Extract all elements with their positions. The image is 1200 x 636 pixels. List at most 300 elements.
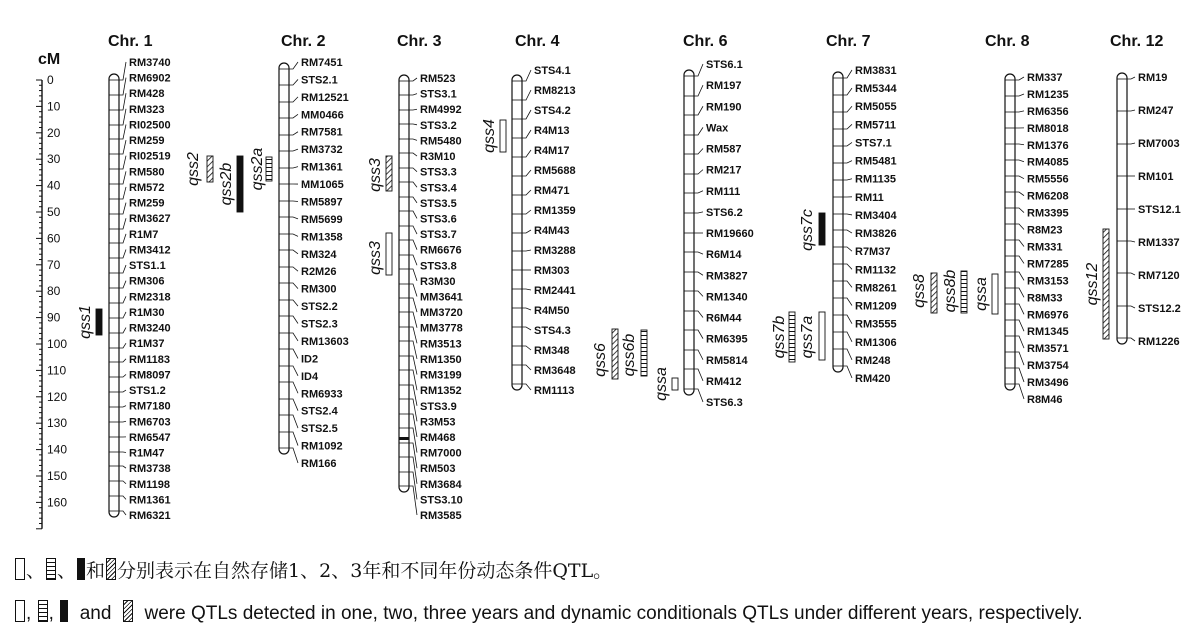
marker-connector [522, 190, 531, 195]
legend-lined-box-icon [38, 600, 48, 622]
marker-connector [1127, 77, 1135, 79]
marker-connector [409, 182, 417, 187]
marker-connector [119, 234, 126, 243]
marker-label: R1M30 [129, 306, 165, 319]
qtl-label: qss6b [621, 333, 638, 377]
marker-label: RM1361 [301, 161, 343, 174]
chromosome-bar [1117, 73, 1127, 344]
marker-connector [119, 343, 126, 348]
marker-label: RM5055 [855, 101, 897, 114]
marker-connector [289, 432, 298, 446]
marker-label: STS12.2 [1138, 303, 1181, 315]
marker-label: RM190 [706, 101, 742, 114]
marker-label: RM3240 [129, 322, 171, 335]
marker-connector [843, 214, 852, 215]
marker-connector [694, 311, 703, 318]
marker-connector [119, 156, 126, 169]
qtl-label: qss7b [771, 315, 788, 359]
marker-connector [1015, 336, 1024, 348]
qtl-box [819, 213, 825, 245]
marker-label: RM6208 [1027, 190, 1069, 203]
chromosome-title: Chr. 7 [826, 33, 871, 50]
axis-tick-label: 0 [47, 73, 54, 87]
marker-label: RM8097 [129, 369, 171, 382]
marker-label: RM3754 [1027, 360, 1069, 373]
marker-label: RM6321 [129, 510, 171, 522]
marker-connector [1127, 273, 1135, 275]
marker-label: RM101 [1138, 171, 1174, 183]
marker-connector [522, 365, 531, 370]
qtl-box [207, 156, 213, 182]
axis-tick-label: 110 [47, 363, 67, 378]
marker-label: RM3738 [129, 463, 171, 476]
marker-connector [289, 300, 298, 306]
marker-label: RM3395 [1027, 207, 1069, 220]
marker-connector [522, 70, 531, 81]
marker-label: RM248 [855, 354, 891, 367]
qtl-group [77, 119, 1109, 401]
marker-connector [1015, 304, 1024, 314]
marker-connector [843, 124, 852, 129]
marker-connector [119, 390, 126, 392]
marker-connector [409, 78, 417, 81]
marker-connector [522, 384, 531, 390]
marker-label: ID2 [301, 353, 319, 366]
marker-connector [119, 328, 126, 333]
marker-connector [843, 281, 852, 287]
marker-connector [522, 130, 531, 138]
qtl-label: qss7c [799, 209, 816, 251]
marker-label: RM3740 [129, 57, 171, 69]
marker-label: STS3.10 [420, 494, 463, 507]
marker-connector [289, 399, 298, 411]
marker-label: R4M17 [534, 145, 570, 157]
axis-tick-label: 30 [47, 152, 61, 167]
marker-connector [1015, 288, 1024, 297]
marker-label: RM3153 [1027, 275, 1069, 288]
marker-label: RM323 [129, 103, 165, 116]
marker-label: RM7581 [301, 126, 343, 139]
marker-connector [119, 359, 126, 362]
chromosome-title: Chr. 4 [515, 33, 560, 50]
qtl [973, 274, 998, 314]
marker-label: RM1359 [534, 205, 576, 217]
chromosome-bar [833, 72, 843, 372]
marker-connector [119, 187, 126, 199]
chromosome [512, 33, 576, 397]
marker-connector [522, 250, 531, 251]
marker-connector [522, 308, 531, 310]
marker-label: STS3.8 [420, 260, 457, 273]
marker-connector [843, 349, 852, 360]
chromosome-group [108, 33, 1181, 522]
marker-connector [409, 414, 417, 437]
marker-connector [289, 267, 298, 271]
qtl-box [1103, 229, 1109, 339]
qtl [942, 270, 967, 313]
marker-connector [694, 64, 703, 76]
marker-connector [409, 94, 417, 95]
marker-label: RM5699 [301, 213, 343, 226]
legend-open-box-icon [15, 600, 25, 622]
legend-solid-box-icon [77, 558, 85, 580]
marker-connector [522, 327, 531, 330]
marker-label: RM1340 [706, 291, 748, 304]
qtl-box [612, 329, 618, 379]
marker-label: MM3641 [420, 291, 463, 304]
marker-label: STS3.2 [420, 119, 457, 132]
marker-connector [409, 399, 417, 421]
marker-connector [694, 212, 703, 213]
marker-connector [119, 109, 126, 125]
marker-connector [1015, 256, 1024, 263]
marker-connector [522, 289, 531, 290]
marker-connector [289, 97, 298, 102]
marker-label: RM7451 [301, 57, 343, 69]
marker-label: RM197 [706, 80, 742, 93]
marker-label: R3M53 [420, 416, 456, 429]
marker-label: MM0466 [301, 109, 344, 122]
marker-label: R6M44 [706, 312, 742, 325]
qtl-box [961, 271, 967, 313]
marker-connector [522, 150, 531, 157]
marker-connector [119, 511, 126, 515]
marker-label: R1M37 [129, 338, 165, 351]
legend-chinese: 、 、 和 分别表示在自然存储1、2、3年和不同年份动态条件QTL。 [14, 556, 612, 583]
marker-connector [119, 281, 126, 288]
marker-connector [119, 496, 126, 499]
qtl [77, 305, 102, 339]
chromosome-bar [109, 74, 119, 517]
marker-label: RM8018 [1027, 122, 1069, 135]
marker-label: R8M46 [1027, 394, 1063, 406]
marker-label: RM7003 [1138, 138, 1180, 150]
marker-label: RM1092 [301, 440, 343, 453]
marker-connector [289, 217, 298, 219]
marker-label: RM1132 [855, 264, 896, 277]
marker-label: RM6703 [129, 416, 171, 429]
marker-connector [843, 332, 852, 342]
qtl-label: qss2a [249, 147, 266, 191]
qtl-label: qss6 [592, 343, 609, 377]
marker-connector [119, 421, 126, 422]
chromosome [279, 33, 349, 470]
marker-connector [289, 149, 298, 151]
marker-connector [289, 79, 298, 85]
marker-connector [1015, 176, 1024, 179]
chromosome [108, 33, 171, 522]
marker-label: RM1345 [1027, 326, 1069, 339]
marker-label: STS6.2 [706, 206, 743, 219]
axis-tick-label: 140 [47, 442, 68, 457]
qtl [218, 156, 243, 212]
marker-label: STS2.5 [301, 423, 338, 436]
marker-connector [843, 106, 852, 112]
marker-connector [119, 62, 126, 80]
chromosome-title: Chr. 2 [281, 33, 326, 50]
marker-label: STS3.3 [420, 166, 457, 179]
marker-connector [1015, 208, 1024, 213]
marker-label: RM5688 [534, 165, 576, 177]
marker-label: R4M50 [534, 305, 570, 317]
qtl [249, 148, 272, 191]
marker-label: RM7000 [420, 447, 462, 460]
marker-label: RM1226 [1138, 336, 1180, 348]
marker-connector [119, 296, 126, 303]
marker-label: STS1.2 [129, 385, 166, 398]
qtl-label: qss2b [218, 162, 235, 206]
marker-label: Wax [706, 122, 729, 135]
marker-label: RM1235 [1027, 88, 1069, 101]
marker-connector [843, 298, 852, 306]
marker-connector [1015, 144, 1024, 145]
marker-connector [694, 127, 703, 135]
marker-label: RM259 [129, 197, 165, 210]
marker-label: STS4.1 [534, 65, 571, 77]
legend-chinese-and: 和 [86, 560, 106, 582]
marker-label: RM6395 [706, 333, 748, 346]
marker-label: RM6902 [129, 72, 171, 85]
qtl-box [500, 120, 506, 152]
marker-label: STS6.1 [706, 59, 743, 71]
axis-tick-label: 10 [47, 99, 61, 114]
marker-connector [119, 171, 126, 184]
marker-label: RM13603 [301, 335, 349, 348]
qtl-box [672, 378, 678, 390]
chromosome-title: Chr. 8 [985, 33, 1030, 50]
marker-connector [1015, 240, 1024, 246]
marker-label: RM11 [855, 191, 884, 204]
marker-connector [522, 210, 531, 214]
marker-label: STS3.5 [420, 197, 457, 210]
marker-label: RM5480 [420, 135, 462, 148]
qtl [799, 312, 825, 360]
marker-connector [694, 191, 703, 193]
marker-label: RM2441 [534, 285, 576, 297]
marker-connector [843, 230, 852, 233]
marker-label: RM5556 [1027, 173, 1069, 186]
qtl-label: qss3 [367, 241, 384, 275]
marker-label: RM2318 [129, 291, 171, 304]
marker-connector [843, 161, 852, 163]
chromosome [985, 33, 1069, 406]
chromosome-band [399, 437, 409, 440]
marker-connector [289, 250, 298, 254]
marker-connector [119, 124, 126, 139]
qtl [367, 156, 392, 192]
axis-tick-label: 40 [47, 178, 61, 193]
marker-label: RI02500 [129, 119, 171, 132]
marker-label: STS6.3 [706, 397, 743, 409]
marker-connector [843, 70, 852, 78]
marker-connector [1015, 192, 1024, 196]
marker-connector [119, 265, 126, 273]
marker-label: RM8213 [534, 85, 576, 97]
marker-connector [409, 385, 417, 406]
marker-label: RM3496 [1027, 377, 1069, 390]
marker-label: RM1361 [129, 494, 171, 507]
marker-connector [843, 88, 852, 95]
legend-english-text: were QTLs detected in one, two, three years and dynamic conditionals QTLs under different years, respectively. [144, 603, 1083, 624]
chromosome-bar [399, 75, 409, 492]
marker-label: RM324 [301, 248, 337, 261]
axis-unit-label: cM [38, 51, 61, 68]
marker-label: R4M43 [534, 225, 570, 237]
marker-label: RM5481 [855, 155, 897, 168]
marker-label: R1M7 [129, 228, 159, 241]
marker-label: RM303 [534, 265, 570, 277]
marker-label: RM1337 [1138, 237, 1180, 249]
marker-connector [843, 315, 852, 324]
marker-label: STS3.7 [420, 229, 457, 242]
marker-connector [409, 226, 417, 234]
marker-label: RM6547 [129, 431, 171, 444]
qtl-box [641, 330, 647, 376]
marker-connector [1015, 224, 1024, 230]
qtl-box [237, 156, 243, 212]
marker-connector [522, 346, 531, 350]
marker-label: R7M37 [855, 246, 891, 259]
marker-connector [694, 389, 703, 402]
chromosome [397, 33, 463, 522]
marker-label: RM3555 [855, 318, 897, 331]
marker-connector [1127, 143, 1135, 144]
marker-label: STS7.1 [855, 137, 892, 150]
qtl-label: qss1 [77, 305, 94, 339]
axis-tick-label: 100 [47, 337, 68, 351]
marker-label: ID4 [301, 370, 319, 383]
marker-label: RM3831 [855, 65, 897, 77]
marker-label: RM7180 [129, 400, 171, 413]
cm-axis [36, 51, 67, 529]
marker-connector [1015, 94, 1024, 96]
marker-connector [289, 167, 298, 168]
qtl-label: qss3 [367, 158, 384, 192]
legend-hatched-box-icon [106, 558, 116, 580]
qtl-box [931, 273, 937, 313]
chromosome-bar [1005, 74, 1015, 390]
marker-label: RM348 [534, 345, 570, 357]
marker-label: RM8261 [855, 282, 897, 295]
marker-label: RM1376 [1027, 139, 1069, 152]
marker-label: RM503 [420, 463, 456, 476]
marker-connector [289, 349, 298, 358]
marker-connector [522, 230, 531, 233]
marker-label: RM5814 [706, 354, 748, 367]
marker-connector [409, 312, 417, 328]
legend-english-and: and [79, 603, 112, 624]
marker-label: STS2.2 [301, 301, 338, 314]
marker-label: RM1350 [420, 353, 462, 366]
qtl [653, 367, 678, 401]
marker-connector [289, 415, 298, 428]
marker-label: RM1183 [129, 353, 170, 366]
qtl-label: qss4 [481, 119, 498, 153]
marker-label: RM306 [129, 275, 165, 288]
marker-label: R6M14 [706, 249, 742, 262]
marker-connector [409, 153, 417, 156]
qtl [592, 329, 618, 379]
marker-connector [694, 85, 703, 96]
marker-connector [119, 374, 126, 377]
marker-label: RM3513 [420, 338, 462, 351]
qtl-box [386, 233, 392, 275]
marker-label: RM3412 [129, 244, 171, 257]
marker-connector [119, 218, 126, 229]
marker-label: RM3199 [420, 369, 462, 382]
chromosome [683, 33, 754, 409]
marker-connector [409, 370, 417, 390]
marker-connector [1127, 110, 1135, 111]
chromosome-bar [512, 75, 522, 390]
marker-label: RM587 [706, 143, 742, 156]
marker-connector [843, 366, 852, 378]
legend-lined-box-icon [46, 558, 56, 580]
qtl-label: qssa [973, 277, 990, 311]
qtl [621, 330, 647, 376]
marker-label: RM1209 [855, 300, 897, 313]
marker-connector [409, 269, 417, 281]
marker-connector [119, 93, 126, 110]
legend-solid-box-icon [60, 600, 68, 622]
legend-hatched-box-icon [123, 600, 133, 622]
axis-tick-label: 120 [47, 389, 68, 404]
marker-connector [119, 140, 126, 154]
qtl-label: qss2 [185, 152, 202, 186]
qtl-label: qss12 [1084, 262, 1101, 306]
marker-connector [522, 110, 531, 119]
marker-connector [843, 247, 852, 251]
marker-label: R8M23 [1027, 224, 1063, 237]
marker-label: RM523 [420, 73, 456, 85]
marker-connector [119, 452, 126, 453]
marker-label: RM6933 [301, 388, 343, 401]
axis-tick-label: 20 [47, 125, 61, 140]
marker-label: RM412 [706, 375, 742, 388]
marker-label: RM166 [301, 458, 337, 470]
marker-label: RM12521 [301, 91, 349, 104]
qtl-label: qss8 [911, 274, 928, 308]
marker-label: RM3827 [706, 270, 748, 283]
marker-connector [289, 448, 298, 463]
marker-connector [409, 255, 417, 265]
marker-label: RM300 [301, 283, 337, 296]
marker-label: RM3288 [534, 245, 576, 257]
marker-label: STS2.1 [301, 74, 338, 87]
marker-label: MM3778 [420, 322, 463, 335]
chromosome [1110, 33, 1181, 348]
qtl [481, 119, 506, 153]
marker-connector [289, 132, 298, 135]
marker-label: RM6976 [1027, 309, 1069, 322]
marker-label: RM3684 [420, 478, 462, 491]
marker-connector [289, 283, 298, 289]
marker-label: RI02519 [129, 150, 171, 163]
marker-label: RM3404 [855, 209, 897, 222]
marker-connector [522, 170, 531, 176]
qtl-box [819, 312, 825, 360]
marker-label: STS3.1 [420, 88, 457, 101]
marker-connector [409, 284, 417, 297]
marker-label: R4M13 [534, 125, 570, 137]
marker-label: STS2.4 [301, 405, 338, 418]
marker-connector [694, 350, 703, 360]
marker-label: R8M33 [1027, 292, 1063, 305]
marker-label: STS12.1 [1138, 204, 1181, 216]
chromosome-bar [684, 70, 694, 395]
marker-label: RM111 [706, 185, 741, 198]
marker-label: RM247 [1138, 105, 1174, 117]
